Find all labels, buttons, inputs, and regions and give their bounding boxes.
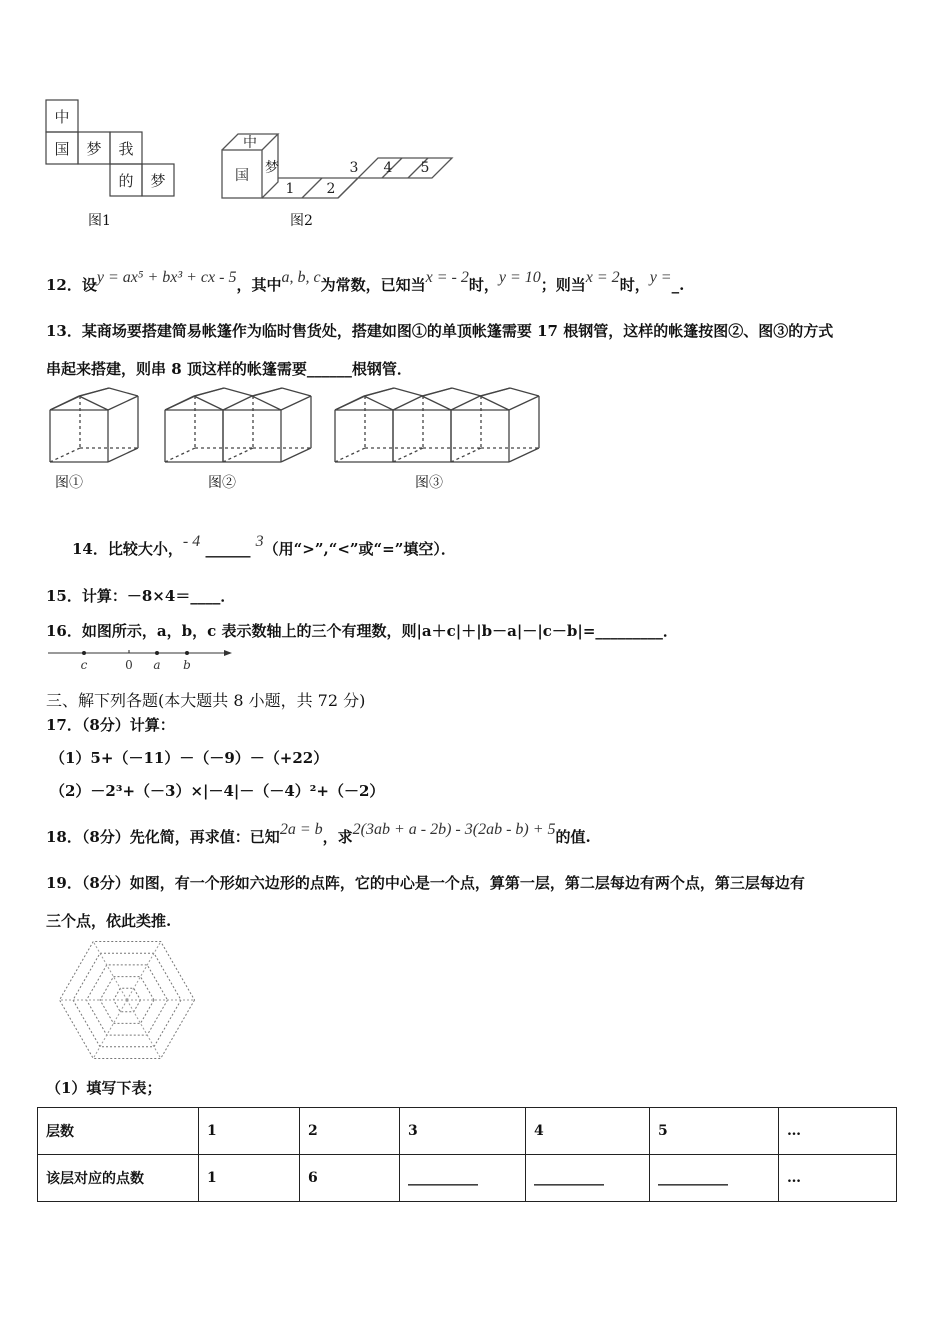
tent-edge (452, 388, 481, 396)
table-cell: 4 (526, 1108, 650, 1155)
tent-edge (165, 448, 195, 462)
answer-blank[interactable]: __________ (526, 1155, 650, 1202)
tent-edge (509, 396, 539, 410)
tent-edge (50, 396, 80, 410)
tent-edge (194, 396, 223, 410)
axis-label: 0 (125, 658, 133, 672)
table-cell: … (779, 1108, 897, 1155)
answer-blank[interactable]: __________ (400, 1155, 526, 1202)
question-12: 12．设y = ax⁵ + bx³ + cx - 5，其中a, b, c为常数，已知当x = - 2时，y = 10；则当x = 2时，y =_. (46, 269, 685, 294)
tent-edge (224, 388, 253, 396)
tent-edge (394, 388, 423, 396)
tent-edge (252, 396, 281, 410)
tent-edge (108, 396, 138, 410)
tent-caption-3: 图③ (415, 475, 443, 491)
tent-edge (422, 388, 452, 396)
tent-edge (194, 388, 224, 396)
cell: 国 (54, 140, 70, 158)
hex-spoke (93, 942, 127, 1000)
face-label: 梦 (265, 160, 279, 176)
cell: 梦 (86, 140, 102, 158)
table-cell: 1 (199, 1155, 300, 1202)
table-cell: … (779, 1155, 897, 1202)
table-cell: 6 (300, 1155, 400, 1202)
tent-caption-2: 图② (208, 475, 236, 491)
tent-edge (79, 396, 108, 410)
cell: 我 (118, 140, 134, 158)
tent-edge (480, 388, 510, 396)
tent-edge (335, 396, 365, 410)
tent-edge (108, 448, 138, 462)
question-17-part1: （1）5+（－11）－（－9）－（+22） (50, 749, 329, 767)
question-19-sub1: （1）填写下表； (46, 1079, 162, 1097)
tent-edge (223, 396, 252, 410)
square-label: 4 (383, 160, 393, 176)
question-15: 15．计算：－8×4＝____． (46, 587, 236, 605)
cell: 梦 (150, 172, 166, 190)
layer-points-table (37, 1107, 897, 1202)
tent-caption-1: 图① (55, 475, 83, 491)
tent-edge (480, 396, 509, 410)
tent-edge (282, 388, 311, 396)
tent-edge (252, 388, 282, 396)
tent-edge (50, 448, 80, 462)
question-19-line2: 三个点，依此类推. (46, 912, 172, 930)
tent-edge (223, 448, 253, 462)
axis-label: c (80, 658, 88, 672)
table-row (38, 1108, 897, 1155)
square-label: 3 (349, 160, 359, 176)
figure-2-cube (218, 130, 458, 205)
question-13-line2: 串起来搭建，则串 8 顶这样的帐篷需要______根钢管． (46, 360, 412, 378)
answer-blank[interactable]: __________ (650, 1155, 779, 1202)
tent-edge (393, 448, 423, 462)
figure-1-caption: 图1 (88, 213, 111, 229)
tent-edge (451, 448, 481, 462)
question-16: 16．如图所示，a，b，c 表示数轴上的三个有理数，则|a＋c|＋|b－a|－|c－b|=_________． (46, 622, 678, 640)
tent-edge (422, 396, 451, 410)
tent-edge (509, 448, 539, 462)
tent-edge (109, 388, 138, 396)
face-label: 中 (243, 135, 257, 151)
table-cell: 3 (400, 1108, 526, 1155)
tent-edge (79, 388, 109, 396)
tent-edge (335, 448, 365, 462)
square-label: 1 (285, 181, 295, 197)
table-cell: 2 (300, 1108, 400, 1155)
cell: 中 (54, 108, 70, 126)
tent-edge (364, 388, 394, 396)
table-cell: 该层对应的点数 (38, 1155, 199, 1202)
table-cell: 1 (199, 1108, 300, 1155)
axis-label: b (183, 658, 191, 672)
tent-edge (393, 396, 422, 410)
tent-edge (165, 396, 195, 410)
hex-spoke (127, 1000, 161, 1058)
table-row (38, 1155, 897, 1202)
figure-1-cube-net (44, 98, 179, 198)
tent-edge (281, 396, 311, 410)
face-label: 国 (235, 168, 249, 184)
tent-edge (281, 448, 311, 462)
square-label: 5 (420, 160, 430, 176)
square-label: 2 (326, 181, 336, 197)
question-17-part2: （2）－2³+（－3）×|－4|－（－4）²+（－2） (50, 782, 385, 800)
question-18: 18．（8分）先化简，再求值：已知2a = b，求2(3ab + a - 2b) - 3(2ab - b) + 5的值. (46, 821, 591, 846)
section-3-title: 三、解下列各题(本大题共 8 小题，共 72 分) (46, 691, 366, 710)
hex-spoke (93, 1000, 127, 1058)
table-cell: 5 (650, 1108, 779, 1155)
number-line (46, 645, 236, 673)
question-19-line1: 19．（8分）如图，有一个形如六边形的点阵，它的中心是一个点，算第一层，第二层每边有两个点，第三层每边有 (46, 874, 805, 892)
question-13-line1: 13．某商场要搭建简易帐篷作为临时售货处，搭建如图①的单顶帐篷需要 17 根钢管，这样的帐篷按图②、图③的方式 (46, 322, 834, 340)
question-14: 14．比较大小，- 4 ______ 3（用“>”,“<”或“=”填空）． (72, 533, 456, 558)
axis-label: a (153, 658, 161, 672)
figure-2-caption: 图2 (290, 213, 313, 229)
cell: 的 (118, 172, 134, 190)
tent-edge (510, 388, 539, 396)
tent-edge (364, 396, 393, 410)
hex-spoke (127, 942, 161, 1000)
tent-edge (451, 396, 480, 410)
question-17-title: 17．（8分）计算： (46, 716, 175, 734)
table-cell: 层数 (38, 1108, 199, 1155)
hexagon-dot-lattice (55, 938, 200, 1063)
tent-figures (40, 380, 560, 475)
